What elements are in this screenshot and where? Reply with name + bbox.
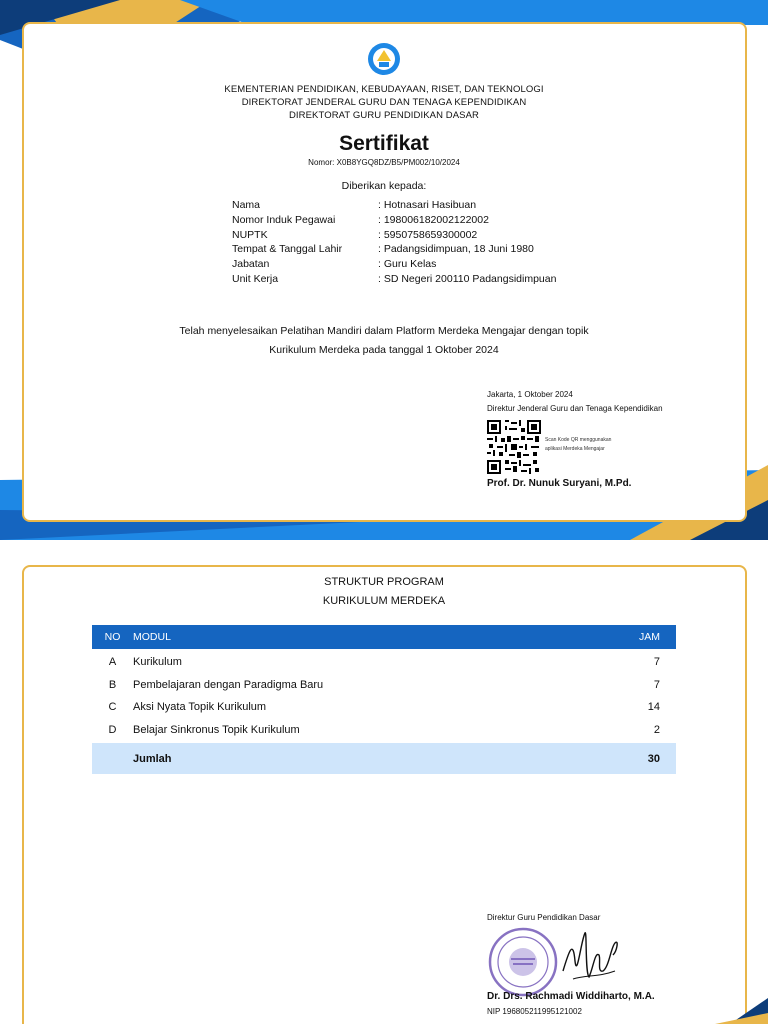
identity-row-birth	[232, 242, 556, 257]
identity-row-nip	[232, 213, 556, 228]
identity-value: : SD Negeri 200110 Padangsidimpuan	[378, 272, 557, 285]
table-row	[92, 651, 676, 674]
identity-label: Tempat & Tanggal Lahir	[232, 243, 343, 256]
identity-value: : 5950758659300002	[378, 228, 478, 241]
total-label: Jumlah	[133, 752, 172, 765]
row-modul: Pembelajaran dengan Paradigma Baru	[133, 678, 324, 691]
table-row	[92, 719, 676, 742]
identity-label: Nama	[232, 199, 261, 211]
identity-label: Jabatan	[232, 258, 270, 271]
signer-nip: NIP 196805211995121002	[487, 1007, 582, 1016]
identity-row-workplace	[232, 272, 556, 287]
header-jam: JAM	[639, 631, 660, 643]
identity-row-name	[232, 198, 556, 213]
row-no: A	[108, 656, 117, 669]
table-row	[92, 674, 676, 697]
header-no: NO	[104, 631, 121, 643]
row-jam: 2	[653, 723, 660, 736]
row-no: D	[108, 723, 117, 736]
identity-value: : Padangsidimpuan, 18 Juni 1980	[378, 243, 534, 256]
total-value: 30	[647, 752, 660, 765]
official-stamp-icon	[487, 926, 559, 998]
ministry-line: KEMENTERIAN PENDIDIKAN, KEBUDAYAAN, RISET, DAN TEKNOLOGI	[224, 84, 544, 95]
header-modul: MODUL	[133, 631, 171, 643]
table-header	[92, 625, 676, 649]
certificate-title: Sertifikat	[339, 132, 429, 155]
directorate-line: DIREKTORAT GURU PENDIDIKAN DASAR	[288, 110, 480, 121]
row-modul: Kurikulum	[133, 656, 182, 669]
signer-title: Direktur Jenderal Guru dan Tenaga Kependidikan	[487, 404, 663, 413]
identity-label: NUPTK	[232, 228, 268, 241]
row-jam: 14	[647, 701, 660, 714]
identity-value: : Hotnasari Hasibuan	[378, 199, 477, 211]
program-signer-name: Dr. Drs. Rachmadi Widdiharto, M.A.	[487, 991, 655, 1002]
program-background-decoration	[0, 543, 768, 1024]
identity-table	[232, 198, 556, 287]
completion-date-statement: Kurikulum Merdeka pada tanggal 1 Oktober 2024	[269, 344, 499, 356]
row-jam: 7	[653, 678, 660, 691]
tut-wuri-handayani-logo	[367, 42, 401, 76]
row-modul: Belajar Sinkronus Topik Kurikulum	[133, 723, 300, 736]
identity-row-position	[232, 257, 556, 272]
certificate-number: Nomor: X0B8YGQ8DZ/B5/PM002/10/2024	[308, 158, 460, 167]
identity-value: : 198006182002122002	[378, 213, 489, 226]
row-jam: 7	[653, 656, 660, 669]
given-to-label: Diberikan kepada:	[341, 180, 427, 192]
identity-label: Unit Kerja	[232, 272, 279, 285]
identity-value: : Guru Kelas	[378, 258, 437, 271]
sign-date: Jakarta, 1 Oktober 2024	[487, 390, 573, 399]
row-no: B	[108, 678, 117, 691]
row-no: C	[108, 701, 117, 714]
table-row	[92, 696, 676, 719]
qr-instruction-app: aplikasi Merdeka Mengajar	[545, 446, 605, 452]
total-row	[92, 743, 676, 774]
handwritten-signature	[555, 921, 625, 993]
completion-statement: Telah menyelesaikan Pelatihan Mandiri dalam Platform Merdeka Mengajar dengan topik	[179, 325, 589, 337]
signer-name: Prof. Dr. Nunuk Suryani, M.Pd.	[487, 478, 632, 489]
program-title: STRUKTUR PROGRAM	[324, 576, 444, 588]
directorate-general-line: DIREKTORAT JENDERAL GURU DAN TENAGA KEPENDIDIKAN	[241, 97, 527, 108]
program-structure-page	[0, 543, 768, 1024]
program-signer-title: Direktur Guru Pendidikan Dasar	[487, 913, 601, 922]
qr-instruction: Scan Kode QR menggunakan	[545, 437, 612, 443]
module-table	[92, 625, 676, 774]
identity-label: Nomor Induk Pegawai	[232, 213, 336, 226]
qr-code-icon[interactable]	[487, 420, 541, 474]
identity-row-nuptk	[232, 228, 556, 243]
row-modul: Aksi Nyata Topik Kurikulum	[133, 701, 267, 714]
program-subtitle: KURIKULUM MERDEKA	[322, 595, 446, 607]
